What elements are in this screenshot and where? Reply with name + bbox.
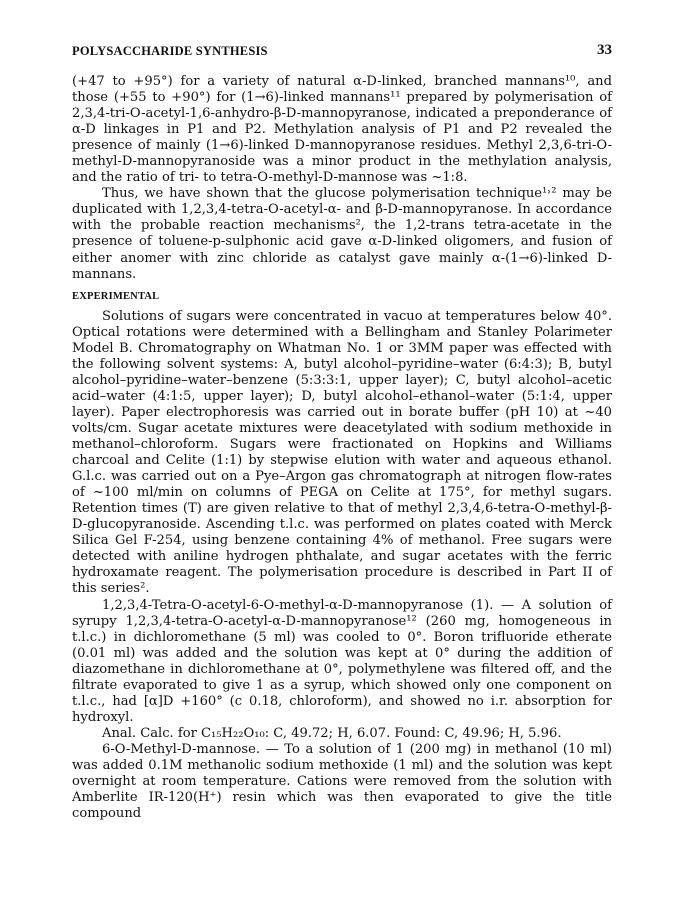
section-heading-experimental: EXPERIMENTAL — [72, 290, 160, 302]
page-header — [72, 44, 612, 64]
paragraph-methyl-mannose: 6-O-Methyl-D-mannose. — To a solution of 1 (200 mg) in methanol (10 ml) was added 0.1M methanolic sodium methoxide (1 ml) and the solution was kept overnight at room temperature. Cations were removed from the solution with Amberlite IR-120(H⁺) resin which was then evaporated to give the title compound — [72, 741, 612, 822]
paragraph-tetra-acetate: 1,2,3,4-Tetra-O-acetyl-6-O-methyl-α-D-mannopyranose (1). — A solution of syrupy 1,2,3,4-tetra-O-acetyl-α-D-mannopyranose¹² (260 mg, homogeneous in t.l.c.) in dichloromethane (5 ml) was cooled to 0°. Boron trifluoride etherate (0.01 ml) was added and the solution was kept at 0° during the addition of diazomethane in dichloromethane at 0°, polymethylene was filtered off, and the filtrate evaporated to give 1 as a syrup, which showed only one component on t.l.c., had [α]D +160° (c 0.18, chloroform), and showed no i.r. absorption for hydroxyl. — [72, 597, 612, 725]
paragraph-continued: (+47 to +95°) for a variety of natural α-D-linked, branched mannans¹⁰, and those (+55 to +90°) for (1→6)-linked mannans¹¹ prepared by polymerisation of 2,3,4-tri-O-acetyl-1,6-anhydro-β-D-mannopyranose, indicated a preponderance of α-D linkages in P1 and P2. Methylation analysis of P1 and P2 revealed the presence of mainly (1→6)-linked D-mannopyranose residues. Methyl 2,3,6-tri-O-methyl-D-mannopyranoside was a minor product in the methylation analysis, and the ratio of tri- to tetra-O-methyl-D-mannose was ~1:8. — [72, 74, 612, 186]
page-body — [72, 74, 612, 822]
page-number: 33 — [597, 42, 612, 58]
paragraph-conclusion: Thus, we have shown that the glucose polymerisation technique¹˒² may be duplicated with 1,2,3,4-tetra-O-acetyl-α- and β-D-mannopyranose. In accordance with the probable reaction mechanisms², the 1,2-trans tetra-acetate in the presence of toluene-p-sulphonic acid gave α-D-linked oligomers, and fusion of either anomer with zinc chloride as catalyst gave mainly α-(1→6)-linked D-mannans. — [72, 186, 612, 282]
paragraph-general-methods: Solutions of sugars were concentrated in vacuo at temperatures below 40°. Optical rotations were determined with a Bellingham and Stanley Polarimeter Model B. Chromatography on Whatman No. 1 or 3MM paper was effected with the following solvent systems: A, butyl alcohol–pyridine–water (6:4:3); B, butyl alcohol–pyridine–water–benzene (5:3:3:1, upper layer); C, butyl alcohol–acetic acid–water (4:1:5, upper layer); D, butyl alcohol–ethanol–water (5:1:4, upper layer). Paper electrophoresis was carried out in borate buffer (pH 10) at ~40 volts/cm. Sugar acetate mixtures were deacetylated with sodium methoxide in methanol–chloroform. Sugars were fractionated on Hopkins and Williams charcoal and Celite (1:1) by stepwise elution with water and aqueous ethanol. G.l.c. was carried out on a Pye–Argon gas chromatograph at nitrogen flow-rates of ~100 ml/min on columns of PEGA on Celite at 175°, for methyl sugars. Retention times (T) are given relative to that of methyl 2,3,4,6-tetra-O-methyl-β-D-glucopyranoside. Ascending t.l.c. was performed on plates coated with Merck Silica Gel F-254, using benzene containing 4% of methanol. Free sugars were detected with aniline hydrogen phthalate, and sugar acetates with the ferric hydroxamate reagent. The polymerisation procedure is described in Part II of this series². — [72, 308, 612, 597]
running-head: POLYSACCHARIDE SYNTHESIS — [72, 44, 268, 58]
paragraph-analysis: Anal. Calc. for C₁₅H₂₂O₁₀: C, 49.72; H, 6.07. Found: C, 49.96; H, 5.96. — [102, 725, 562, 741]
